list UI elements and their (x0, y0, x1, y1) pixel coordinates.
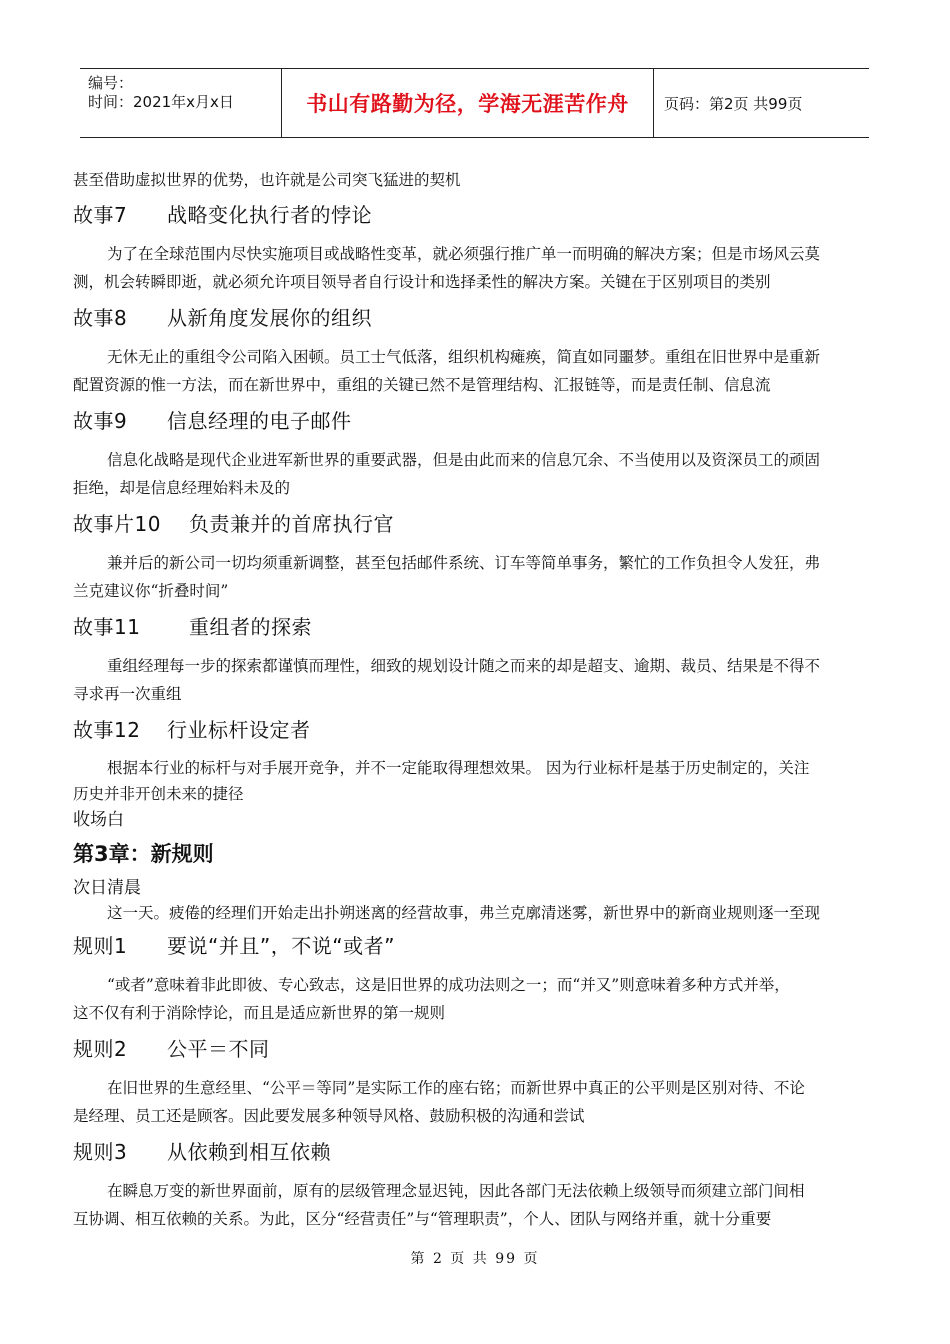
story-heading (73, 200, 881, 230)
document-body (73, 168, 881, 1233)
paragraph-line: 兰克建议你“折叠时间” (73, 582, 229, 600)
rule-paragraph (73, 971, 881, 1027)
paragraph-line: “或者”意味着非此即彼、专心致志，这是旧世界的成功法则之一；而“并又”则意味着多种方式并举， (107, 976, 790, 994)
story-heading (73, 715, 881, 745)
rule-paragraph (73, 1074, 881, 1130)
rule-number: 规则1 (73, 934, 128, 958)
story-number: 故事8 (73, 306, 128, 330)
header-table (80, 68, 869, 138)
rule-heading (73, 1137, 881, 1167)
paragraph-line: 信息化战略是现代企业进军新世界的重要武器，但是由此而来的信息冗余、不当使用以及资深员工的顽固 (107, 451, 821, 469)
story-paragraph (73, 755, 881, 807)
story-paragraph (73, 240, 881, 296)
rule-number: 规则3 (73, 1140, 128, 1164)
rule-title: 从依赖到相互依赖 (167, 1140, 331, 1164)
rule-heading (73, 931, 881, 961)
morning-paragraph (73, 901, 881, 925)
paragraph-line: 在旧世界的生意经里、“公平＝等同”是实际工作的座右铭；而新世界中真正的公平则是区别对待、不论 (107, 1079, 805, 1097)
paragraph-line: 兼并后的新公司一切均须重新调整，甚至包括邮件系统、订车等简单事务，繁忙的工作负担令人发狂，弗 (107, 554, 821, 572)
story-title: 战略变化执行者的悖论 (167, 203, 372, 227)
story-title: 信息经理的电子邮件 (167, 409, 352, 433)
paragraph-line: 历史并非开创未来的捷径 (73, 785, 244, 803)
story-title: 负责兼并的首席执行官 (189, 512, 394, 536)
morning-label: 次日清晨 (73, 878, 141, 898)
paragraph-line: 是经理、员工还是顾客。因此要发展多种领导风格、鼓励积极的沟通和尝试 (73, 1107, 585, 1125)
paragraph-line: 配置资源的惟一方法，而在新世界中，重组的关键已然不是管理结构、汇报链等，而是责任制、信息流 (73, 376, 771, 394)
paragraph-line: 重组经理每一步的探索都谨慎而理性，细致的规划设计随之而来的却是超支、逾期、裁员、结果是不得不 (107, 657, 821, 675)
story-paragraph (73, 549, 881, 605)
chapter-title: 第3章：新规则 (73, 842, 214, 866)
story-number: 故事片10 (73, 512, 161, 536)
closing-label: 收场白 (73, 810, 124, 830)
story-heading (73, 509, 881, 539)
paragraph-line: 拒绝，却是信息经理始料未及的 (73, 479, 291, 497)
story-title: 行业标杆设定者 (167, 718, 311, 742)
story-title: 重组者的探索 (189, 615, 312, 639)
story-number: 故事9 (73, 409, 128, 433)
paragraph-line: 在瞬息万变的新世界面前，原有的层级管理念显迟钝，因此各部门无法依赖上级领导而须建立部门间相 (107, 1182, 805, 1200)
story-title: 从新角度发展你的组织 (167, 306, 372, 330)
paragraph-line: 这一天。疲倦的经理们开始走出扑朔迷离的经营故事，弗兰克廓清迷雾，新世界中的新商业规则逐一至现 (107, 904, 821, 922)
paragraph-line: 互协调、相互依赖的关系。为此，区分“经营责任”与“管理职责”，个人、团队与网络并重，就十分重要 (73, 1210, 772, 1228)
paragraph-line: 测，机会转瞬即逝，就必须允许项目领导者自行设计和选择柔性的解决方案。关键在于区别项目的类别 (73, 273, 771, 291)
story-number: 故事11 (73, 615, 141, 639)
rule-heading (73, 1034, 881, 1064)
paragraph-line: 寻求再一次重组 (73, 685, 182, 703)
time-label: 时间：2021年x月x日 (88, 93, 234, 111)
story-number: 故事12 (73, 718, 141, 742)
paragraph-line: 为了在全球范围内尽快实施项目或战略性变革，就必须强行推广单一而明确的解决方案；但是市场风云莫 (107, 245, 821, 263)
rule-title: 公平＝不同 (167, 1037, 270, 1061)
story-number: 故事7 (73, 203, 128, 227)
paragraph-line: 无休无止的重组令公司陷入困顿。员工士气低落，组织机构瘫痪，简直如同噩梦。重组在旧世界中是重新 (107, 348, 821, 366)
intro-line: 甚至借助虚拟世界的优势，也许就是公司突飞猛进的契机 (73, 171, 461, 189)
rule-paragraph (73, 1177, 881, 1233)
story-paragraph (73, 343, 881, 399)
paragraph-line: 根据本行业的标杆与对手展开竞争，并不一定能取得理想效果。 因为行业标杆是基于历史制定的，关注 (107, 759, 810, 777)
header-motto: 书山有路勤为径，学海无涯苦作舟 (281, 69, 654, 137)
rule-number: 规则2 (73, 1037, 128, 1061)
header-meta (80, 69, 281, 137)
story-heading (73, 406, 881, 436)
story-paragraph (73, 446, 881, 502)
number-label: 编号： (88, 74, 134, 92)
paragraph-line: 这不仅有利于消除悖论，而且是适应新世界的第一规则 (73, 1004, 446, 1022)
page-footer: 第 2 页 共 99 页 (410, 1251, 540, 1267)
story-heading (73, 303, 881, 333)
header-page-label: 页码：第2页 共99页 (664, 94, 803, 113)
story-heading (73, 612, 881, 642)
story-paragraph (73, 652, 881, 708)
rule-title: 要说“并且”，不说“或者” (167, 934, 395, 958)
